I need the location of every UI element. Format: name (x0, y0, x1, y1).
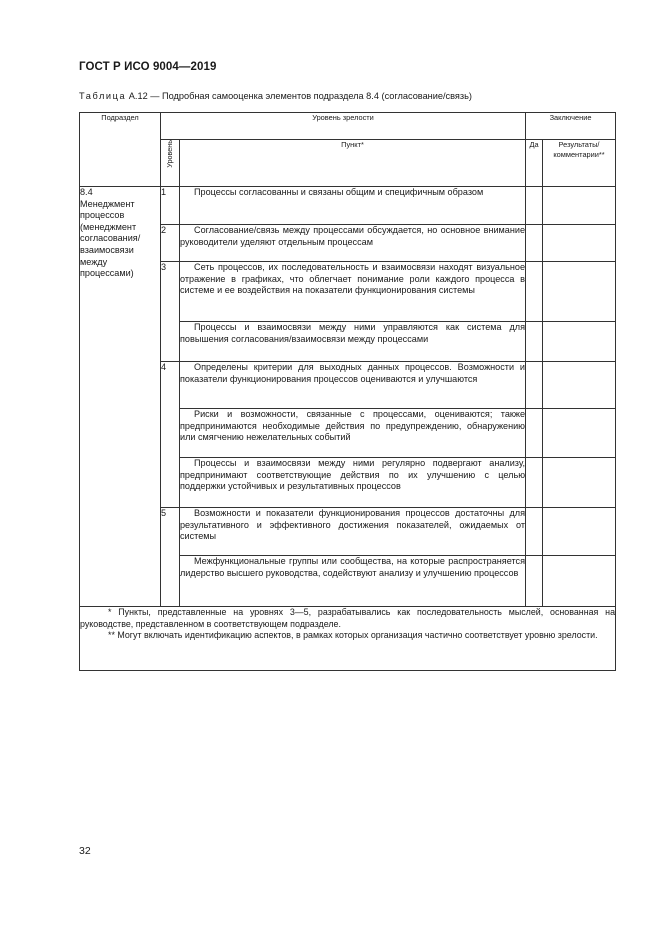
yes-cell (526, 362, 543, 409)
yes-cell (526, 262, 543, 322)
header-results-comments: Результаты/ комментарии** (543, 140, 616, 187)
header-item: Пункт* (180, 140, 526, 187)
level-1: 1 (161, 187, 180, 225)
table-row (80, 262, 616, 322)
yes-cell (526, 225, 543, 262)
results-cell (543, 508, 616, 556)
item-paragraph: Сеть процессов, их последовательность и взаимосвязи находят визуальное отражение в графиках, что облегчает понимание роли каждого процесса в системе и ее воздействия на показатели функционирования системы (180, 262, 526, 296)
item-text (180, 409, 526, 458)
item-text (180, 225, 526, 262)
yes-cell (526, 187, 543, 225)
item-paragraph: Риски и возможности, связанные с процессами, оцениваются; также предпринимаются необходимые действия по предупреждению, обнаружению или смягчению нежелательных событий (180, 409, 526, 443)
subsection-cell: 8.4 Менеджмент процессов (менеджмент согласования/ взаимосвязи между процессами) (80, 187, 161, 607)
results-cell (543, 322, 616, 362)
item-paragraph: Возможности и показатели функционирования процессов достаточны для результативного и эффективного достижения показателей, ожидаемых от системы (180, 508, 526, 542)
level-5: 5 (161, 508, 180, 607)
results-cell (543, 556, 616, 607)
item-text (180, 187, 526, 225)
item-text (180, 508, 526, 556)
item-paragraph: Процессы и взаимосвязи между ними регулярно подвергают анализу, предпринимают соответствующие действия по их улучшению с целью поддержки устойчивых и результативных процессов (180, 458, 526, 492)
yes-cell (526, 508, 543, 556)
item-paragraph: Межфункциональные группы или сообщества, на которые распространяется лидерство высшего руководства, содействуют анализу и улучшению процессов (180, 556, 526, 578)
header-yes: Да (526, 140, 543, 187)
item-text (180, 556, 526, 607)
yes-cell (526, 458, 543, 508)
level-3: 3 (161, 262, 180, 362)
yes-cell (526, 409, 543, 458)
table-caption (79, 91, 472, 101)
header-conclusion: Заключение (526, 113, 616, 140)
item-text (180, 458, 526, 508)
results-cell (543, 262, 616, 322)
footnote-2: ** Могут включать идентификацию аспектов, в рамках которых организация частично соответствует уровню зрелости. (108, 630, 598, 640)
level-2: 2 (161, 225, 180, 262)
table-row (80, 187, 616, 225)
results-cell (543, 225, 616, 262)
footnote-1: * Пункты, представленные на уровнях 3—5, разрабатывались как последовательность мыслей, основанная на руководстве, представленном в соответствующем подразделе. (80, 607, 616, 629)
item-text (180, 322, 526, 362)
document-code: ГОСТ Р ИСО 9004—2019 (79, 61, 217, 73)
footnotes-row (80, 607, 616, 671)
table-row (80, 362, 616, 409)
header-maturity-level: Уровень зрелости (161, 113, 526, 140)
item-text (180, 262, 526, 322)
yes-cell (526, 556, 543, 607)
results-cell (543, 458, 616, 508)
header-level (161, 140, 180, 187)
self-assessment-table (79, 112, 616, 671)
page-number: 32 (79, 845, 91, 857)
results-cell (543, 362, 616, 409)
header-subsection: Подраздел (80, 113, 161, 187)
item-paragraph: Определены критерии для выходных данных процессов. Возможности и показатели функционирования процессов оцениваются и улучшаются (180, 362, 526, 384)
table-caption-text: А.12 — Подробная самооценка элементов подраздела 8.4 (согласование/связь) (128, 91, 472, 101)
table-row (80, 508, 616, 556)
footnotes-cell (80, 607, 616, 671)
item-text (180, 362, 526, 409)
item-paragraph: Процессы и взаимосвязи между ними управляются как система для повышения согласования/взаимосвязи между процессами (180, 322, 526, 344)
results-cell (543, 409, 616, 458)
results-cell (543, 187, 616, 225)
yes-cell (526, 322, 543, 362)
table-row (80, 225, 616, 262)
item-paragraph: Процессы согласованны и связаны общим и специфичным образом (194, 187, 484, 197)
level-4: 4 (161, 362, 180, 508)
header-level-text: Уровень (165, 140, 175, 168)
table-caption-prefix: Таблица (79, 91, 127, 101)
item-paragraph: Согласование/связь между процессами обсуждается, но основное внимание руководители уделяют отдельным процессам (180, 225, 526, 247)
